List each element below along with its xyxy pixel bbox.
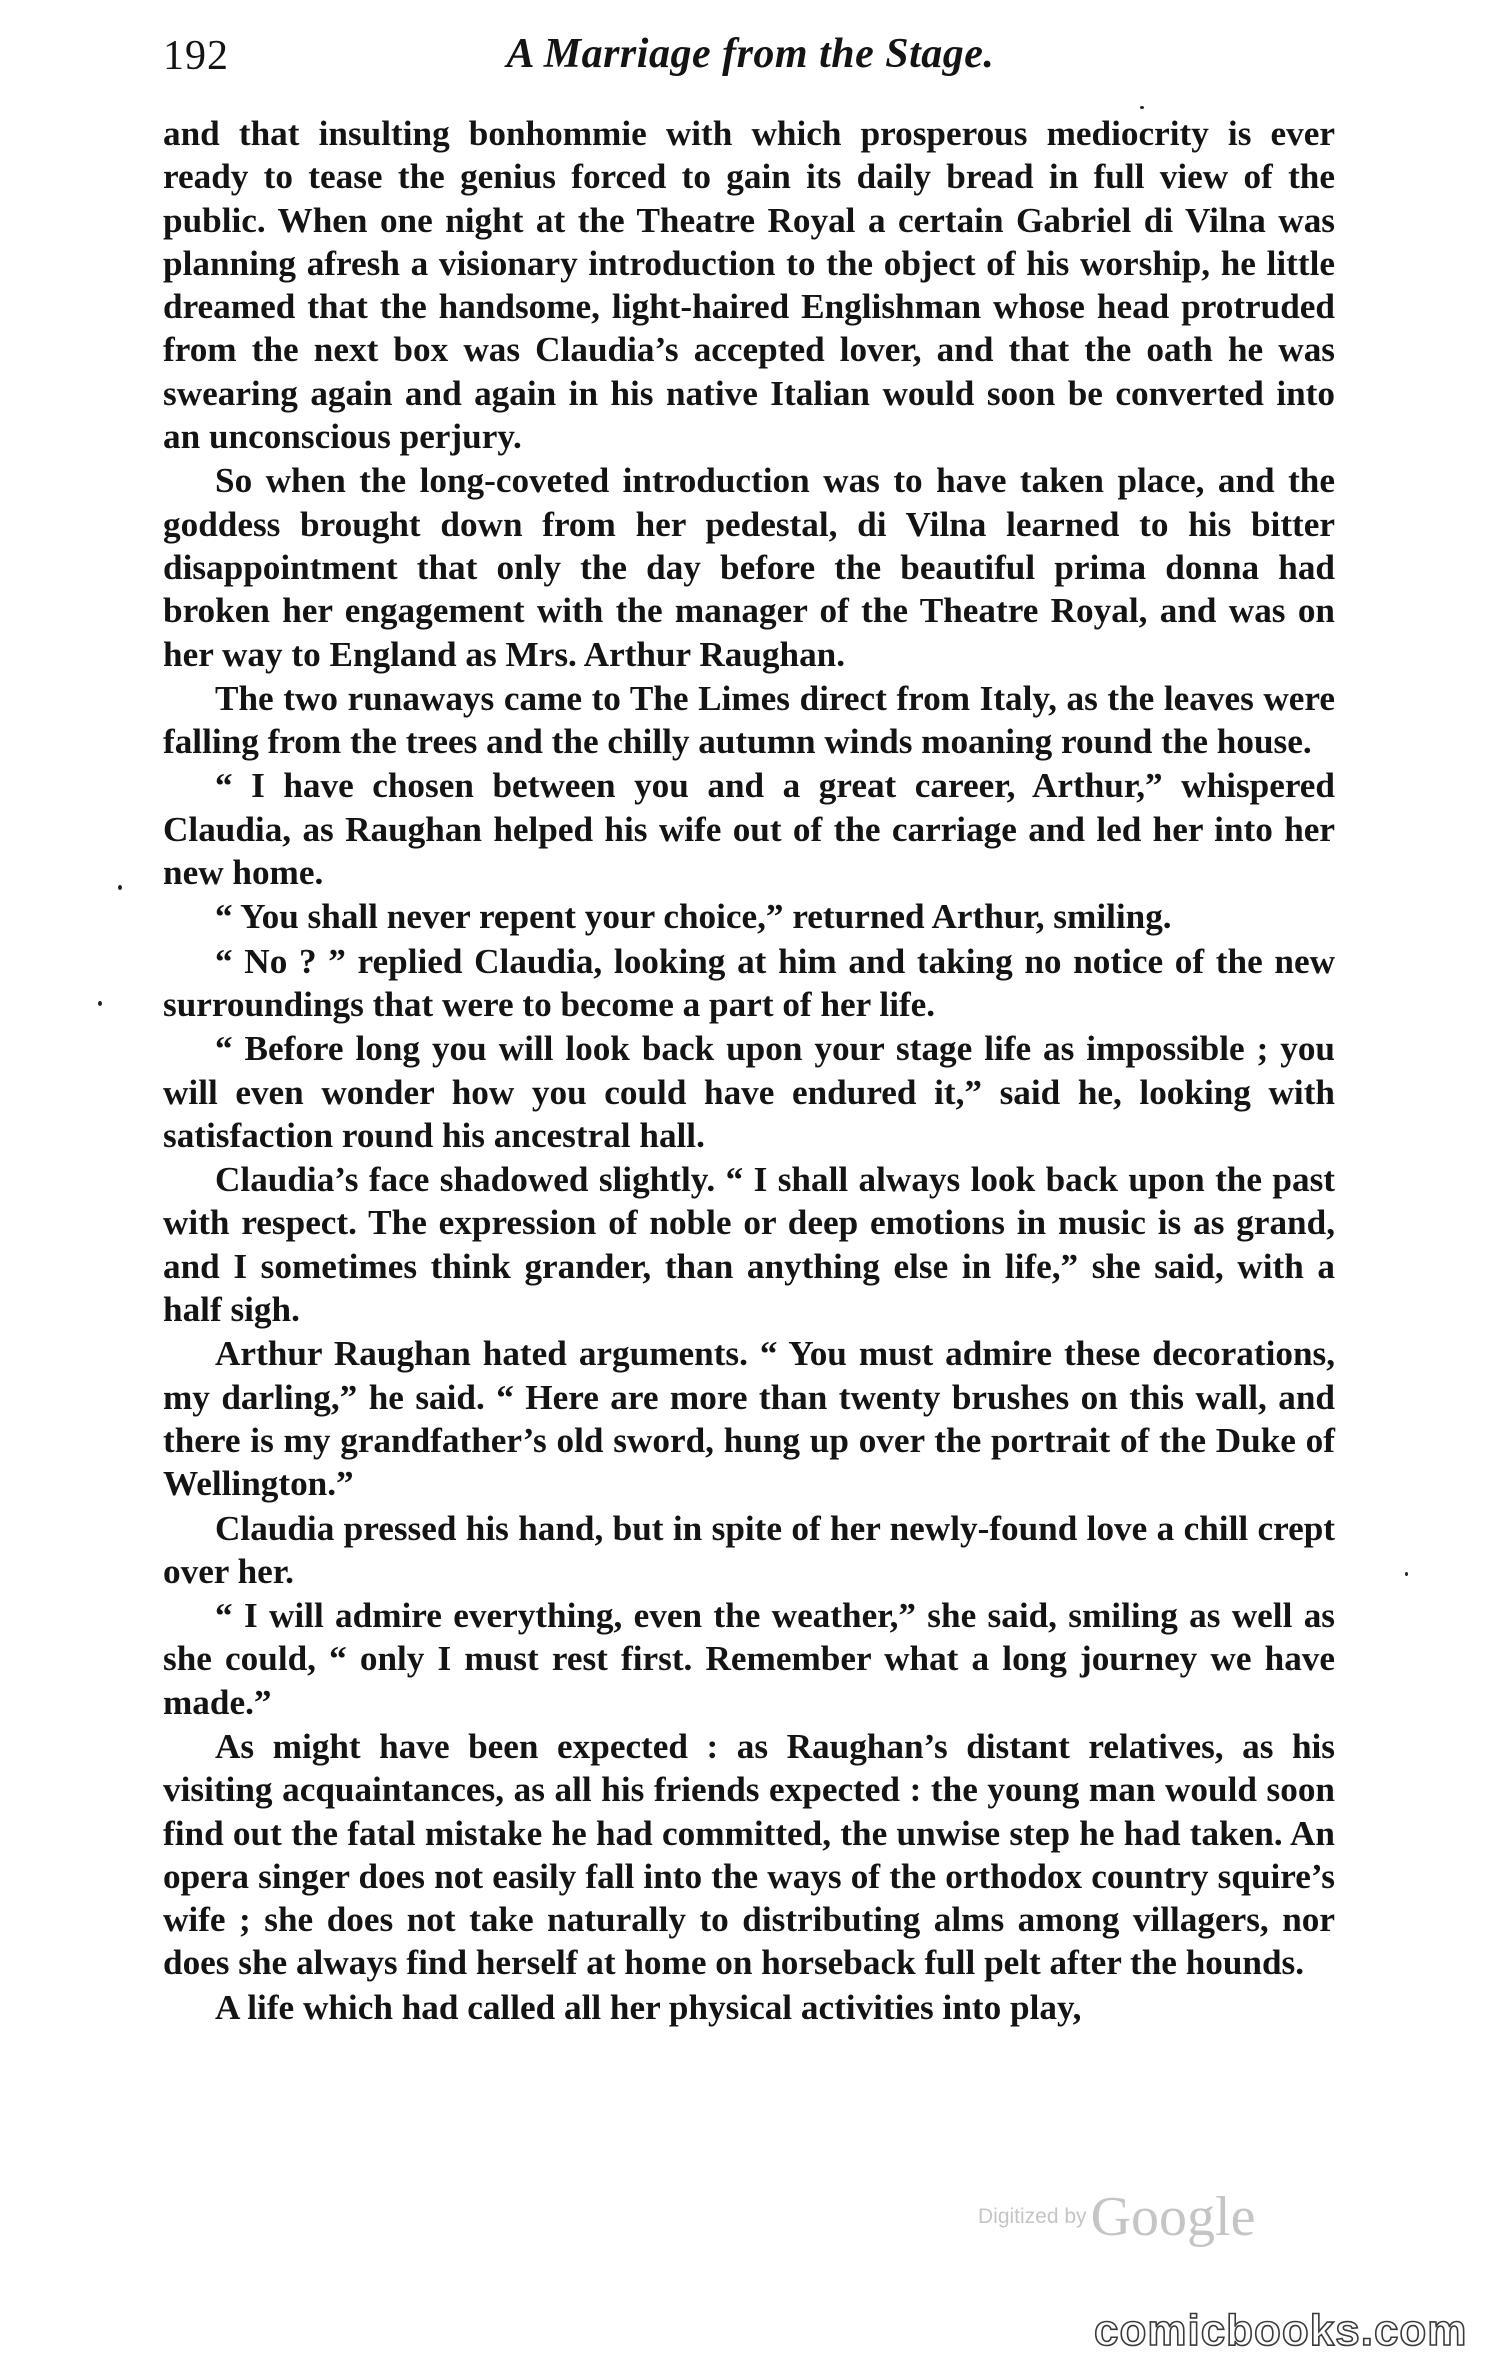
paragraph: “ I will admire everything, even the weather,” she said, smiling as well as she could, “ only I must rest first. Remember what a long journey we have made.” xyxy=(163,1596,1335,1722)
paragraph: Claudia’s face shadowed slightly. “ I shall always look back upon the past with respect. The expression of noble or deep emotions in music is as grand, and I sometimes think grander, than anything else in life,” she said, with a half sigh. xyxy=(163,1160,1335,1330)
google-wordmark: Google xyxy=(1090,2186,1256,2248)
scan-speck xyxy=(98,1001,102,1006)
scan-speck xyxy=(1140,106,1144,109)
body-text xyxy=(163,112,1335,2030)
paragraph: “ Before long you will look back upon your stage life as impossible ; you will even wonder how you could have endured it,” said he, looking with satisfaction round his ancestral hall. xyxy=(163,1029,1335,1155)
paragraph: “ I have chosen between you and a great career, Arthur,” whispered Claudia, as Raughan helped his wife out of the carriage and led her into her new home. xyxy=(163,766,1335,893)
paragraph: Claudia pressed his hand, but in spite of her newly-found love a chill crept over her. xyxy=(163,1508,1335,1591)
paragraph: “ No ? ” replied Claudia, looking at him and taking no notice of the new surroundings that were to become a part of her life. xyxy=(163,941,1335,1024)
source-site-watermark: comicbooks.com xyxy=(1094,2306,1468,2355)
paragraph: A life which had called all her physical activities into play, xyxy=(215,1987,1082,2027)
page-number: 192 xyxy=(163,33,229,79)
paragraph: “ You shall never repent your choice,” returned Arthur, smiling. xyxy=(215,897,1172,937)
digitized-by-google-watermark xyxy=(978,2185,1255,2249)
paragraph: The two runaways came to The Limes direct from Italy, as the leaves were falling from the trees and the chilly autumn winds moaning round the house. xyxy=(163,678,1335,762)
running-title: A Marriage from the Stage. xyxy=(506,31,995,77)
page-header xyxy=(163,24,1338,84)
paragraph: Arthur Raughan hated arguments. “ You must admire these decorations, my darling,” he said. “ Here are more than twenty brushes on this wall, and there is my grandfather’s old sword, hung up over the portrait of the Duke of Wellington.” xyxy=(163,1334,1335,1504)
digitized-prefix: Digitized by xyxy=(978,2205,1087,2228)
paragraph: So when the long-coveted introduction was to have taken place, and the goddess brought down from her pedestal, di Vilna learned to his bitter disappointment that only the day before the beautiful prima donna had broken her engagement with the manager of the Theatre Royal, and was on her way to England as Mrs. Arthur Raughan. xyxy=(163,461,1335,674)
paragraph: As might have been expected : as Raughan’s distant relatives, as his visiting acquaintances, as all his friends expected : the young man would soon find out the fatal mistake he had committed, the unwise step he had taken. An opera singer does not easily fall into the ways of the orthodox country squire’s wife ; she does not take naturally to distributing alms among villagers, nor does she always find herself at home on horseback full pelt after the hounds. xyxy=(163,1726,1335,1983)
paragraph: and that insulting bonhommie with which prosperous mediocrity is ever ready to tease the genius forced to gain its daily bread in full view of the public. When one night at the Theatre Royal a certain Gabriel di Vilna was planning afresh a visionary introduction to the object of his worship, he little dreamed that the handsome, light-haired Englishman whose head protruded from the next box was Claudia’s accepted lover, and that the oath he was swearing again and again in his native Italian would soon be converted into an unconscious perjury. xyxy=(163,114,1335,457)
scan-speck xyxy=(1405,1572,1408,1576)
scan-speck xyxy=(118,885,122,890)
